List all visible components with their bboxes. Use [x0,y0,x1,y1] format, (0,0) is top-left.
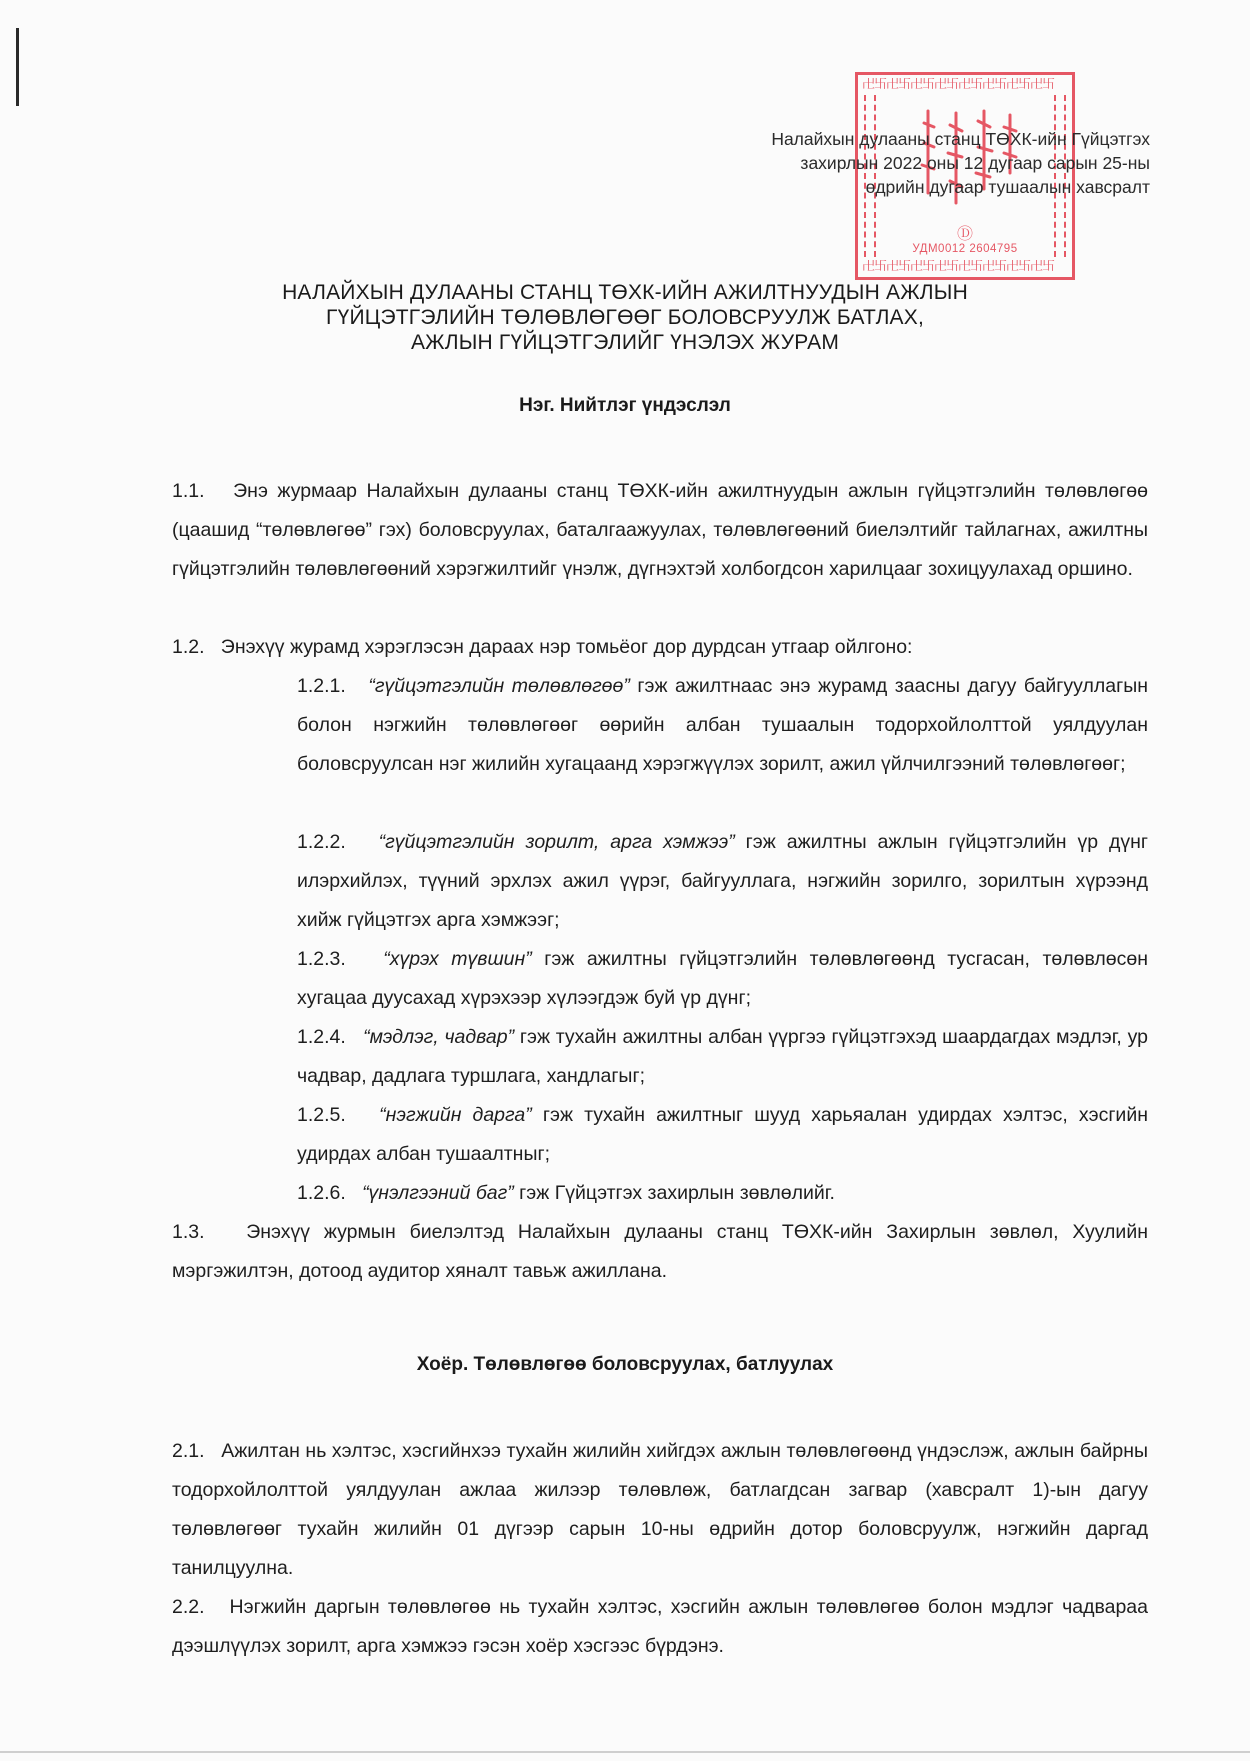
clause-text: гэж Гүйцэтгэх захирлын зөвлөлийг. [513,1182,835,1204]
clause-2-1 [172,1432,1148,1588]
clause-number: 1.2.3. [297,948,346,970]
clause-number: 1.2.4. [297,1026,346,1048]
clause-number: 1.2. [172,636,205,658]
clause-text: гэж тухайн ажилтныг шууд харьяалан удирдах хэлтэс, хэсгийн удирдах албан тушаалтныг; [297,1104,1148,1165]
clause-number: 1.3. [172,1221,205,1243]
clause-number: 1.2.2. [297,831,346,853]
title-line: НАЛАЙХЫН ДУЛААНЫ СТАНЦ ТӨХК-ИЙН АЖИЛТНУУДЫН АЖЛЫН [282,281,968,304]
defined-term: “үнэлгээний баг” [362,1182,514,1204]
clause-number: 1.2.6. [297,1182,346,1204]
clause-1-2-3 [297,940,1148,1018]
section-heading: Нэг. Нийтлэг үндэслэл [519,395,731,416]
defined-term: “мэдлэг, чадвар” [363,1026,515,1048]
defined-term: “гүйцэтгэлийн зорилт, арга хэмжээ” [378,831,735,853]
clause-2-2 [172,1588,1148,1666]
clause-number: 2.1. [172,1440,205,1462]
clause-text: гэж ажилтны ажлын гүйцэтгэлийн үр дүнг илэрхийлэх, түүний эрхлэх ажил үүрэг, байгууллага, нэгжийн зорилго, зорилтын хүрээнд хийж гүйцэтгэх арга хэмжээг; [297,831,1148,931]
clause-1-2-1 [297,667,1148,784]
stamp-registration-code: УДМ0012 2604795 [912,243,1018,255]
defined-term: “гүйцэтгэлийн төлөвлөгөө” [368,675,630,697]
clause-text: гэж ажилтнаас энэ журамд заасны дагуу байгууллагын болон нэгжийн төлөвлөгөөг өөрийн албан тушаалын тодорхойлолттой уялдуулан боловсруулсан нэг жилийн хугацаанд хэрэгжүүлэх зорилт, ажил үйлчилгээний төлөвлөгөөг; [297,675,1148,775]
clause-text: Энэхүү журамд хэрэглэсэн дараах нэр томьёог дор дурдсан утгаар ойлгоно: [220,636,913,658]
defined-term: “хүрэх түвшин” [383,948,532,970]
clause-1-2-5 [297,1096,1148,1174]
section-heading: Хоёр. Төлөвлөгөө боловсруулах, батлуулах [416,1354,834,1375]
clause-1-2-2 [297,823,1148,940]
stamp-border-pattern: 卍卐卍卐卍卐卍卐卍卐卍卐卍卐卍卐 [862,260,1055,274]
clause-1-1 [172,472,1148,589]
title-line: ГҮЙЦЭТГЭЛИЙН ТӨЛӨВЛӨГӨӨГ БОЛОВСРУУЛЖ БАТЛАХ, [326,306,924,329]
clause-1-2 [172,628,1148,667]
title-line: АЖЛЫН ГҮЙЦЭТГЭЛИЙГ ҮНЭЛЭХ ЖУРАМ [410,331,840,354]
annex-reference-line: Налайхын дулааны станц ТӨХК-ийн Гүйцэтгэх [771,129,1150,149]
clause-1-3 [172,1213,1148,1291]
scan-bottom-edge [0,1751,1250,1753]
document-title [200,280,1050,355]
clause-number: 1.2.1. [297,675,346,697]
clause-number: 2.2. [172,1596,205,1618]
annex-reference-line: захирлын 2022 оны 12 дугаар сарын 25-ны [800,153,1150,173]
clause-1-2-4 [297,1018,1148,1096]
clause-text: Энэхүү журмын биелэлтэд Налайхын дулааны станц ТӨХК-ийн Захирлын зөвлөл, Хуулийн мэргэжилтэн, дотоод аудитор хяналт тавьж ажиллана. [172,1221,1148,1282]
clause-number: 1.2.5. [297,1104,346,1126]
clause-text: Энэ журмаар Налайхын дулааны станц ТӨХК-ийн ажилтнуудын ажлын гүйцэтгэлийн төлөвлөгөө (цаашид “төлөвлөгөө” гэх) боловсруулах, баталгаажуулах, төлөвлөгөөний биелэлтийг тайлагнах, ажилтны гүйцэтгэлийн төлөвлөгөөний хэрэгжилтийг үнэлж, дүгнэхтэй холбогдсон харилцааг зохицуулахад оршино. [172,480,1148,580]
defined-term: “нэгжийн дарга” [379,1104,532,1126]
clause-text: гэж ажилтны гүйцэтгэлийн төлөвлөгөөнд тусгасан, төлөвлөсөн хугацаа дуусахад хүрэхээр хүлээгдэж буй үр дүнг; [297,948,1148,1009]
clause-number: 1.1. [172,480,205,502]
scan-edge-mark [16,28,19,106]
stamp-symbol: Ⓓ [956,226,973,243]
clause-text: гэж тухайн ажилтны албан үүргээ гүйцэтгэхэд шаардагдах мэдлэг, ур чадвар, дадлага туршлага, хандлагыг; [297,1026,1148,1087]
annex-reference-line: өдрийн дугаар тушаалын хавсралт [865,177,1150,197]
stamp-border-pattern: 卍卐卍卐卍卐卍卐卍卐卍卐卍卐卍卐 [862,78,1055,92]
clause-text: Нэгжийн даргын төлөвлөгөө нь тухайн хэлтэс, хэсгийн ажлын төлөвлөгөө болон мэдлэг чадвараа дээшлүүлэх зорилт, арга хэмжээ гэсэн хоёр хэсгээс бүрдэнэ. [172,1596,1148,1657]
annex-reference [771,127,1150,199]
clause-1-2-6 [297,1174,1148,1213]
clause-text: Ажилтан нь хэлтэс, хэсгийнхээ тухайн жилийн хийгдэх ажлын төлөвлөгөөнд үндэслэж, ажлын байрны тодорхойлолттой уялдуулан ажлаа жилээр төлөвлөж, батлагдсан загвар (хавсралт 1)-ын дагуу төлөвлөгөөг тухайн жилийн 01 дүгээр сарын 10-ны өдрийн дотор боловсруулж, нэгжийн даргад танилцуулна. [172,1440,1148,1579]
